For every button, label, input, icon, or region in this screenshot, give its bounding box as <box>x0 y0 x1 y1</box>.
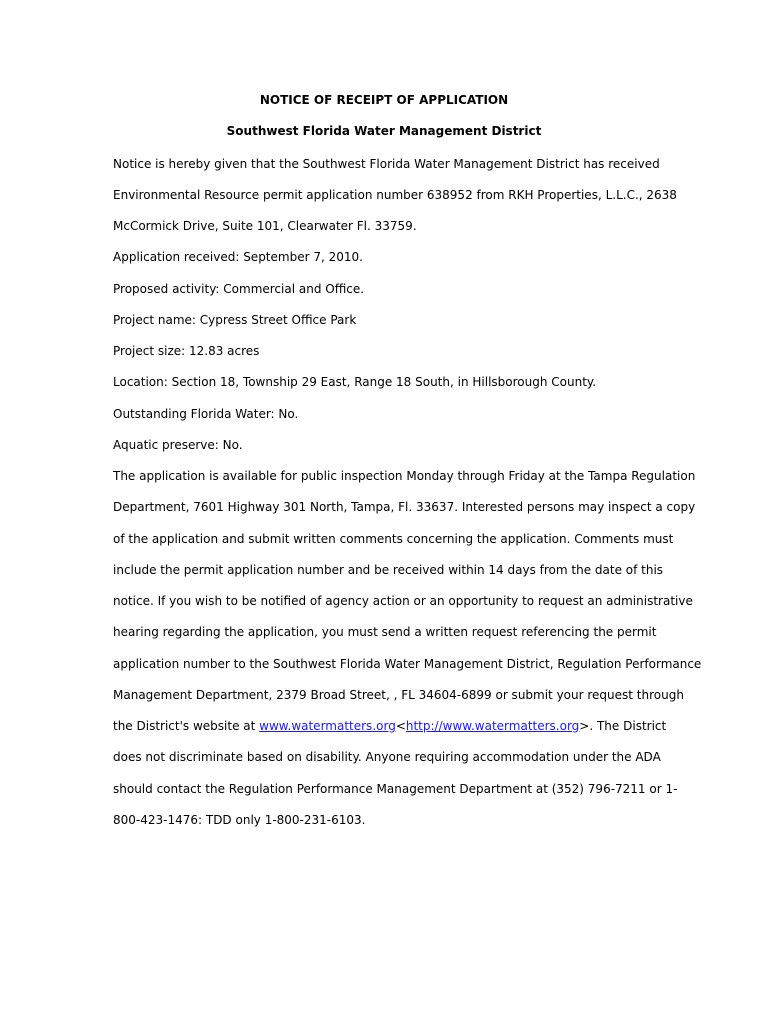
body-line: Department, 7601 Highway 301 North, Tampa, Fl. 33637. Interested persons may inspect a copy <box>113 500 696 514</box>
link-open-bracket: < <box>395 719 406 733</box>
body-line: notice. If you wish to be notified of agency action or an opportunity to request an administrative <box>113 594 693 608</box>
body-line: hearing regarding the application, you must send a written request referencing the permit <box>113 625 657 639</box>
watermatters-url-link[interactable]: http://www.watermatters.org <box>405 719 580 733</box>
aquatic-preserve: Aquatic preserve: No. <box>113 438 243 452</box>
website-suffix: >. The District <box>579 719 667 733</box>
document-subtitle: Southwest Florida Water Management District <box>226 124 542 138</box>
project-size: Project size: 12.83 acres <box>113 344 260 358</box>
closing-line: should contact the Regulation Performance Management Department at (352) 796-7211 or 1- <box>113 782 678 796</box>
website-prefix: the District's website at <box>113 719 260 733</box>
application-received: Application received: September 7, 2010. <box>113 250 363 264</box>
notice-line: Notice is hereby given that the Southwest Florida Water Management District has received <box>113 157 660 171</box>
body-line: The application is available for public inspection Monday through Friday at the Tampa Regulation <box>113 469 696 483</box>
watermatters-link[interactable]: www.watermatters.org <box>259 719 396 733</box>
body-line: include the permit application number and be received within 14 days from the date of this <box>113 563 664 577</box>
body-line: Management Department, 2379 Broad Street, , FL 34604-6899 or submit your request through <box>113 688 684 702</box>
website-line <box>113 719 666 734</box>
closing-line: does not discriminate based on disability. Anyone requiring accommodation under the ADA <box>113 750 661 764</box>
outstanding-florida-water: Outstanding Florida Water: No. <box>113 407 299 421</box>
notice-line: McCormick Drive, Suite 101, Clearwater Fl. 33759. <box>113 219 417 233</box>
proposed-activity: Proposed activity: Commercial and Office. <box>113 282 365 296</box>
project-name: Project name: Cypress Street Office Park <box>113 313 357 327</box>
body-line: of the application and submit written comments concerning the application. Comments must <box>113 532 674 546</box>
location: Location: Section 18, Township 29 East, Range 18 South, in Hillsborough County. <box>113 375 597 389</box>
closing-line: 800-423-1476: TDD only 1-800-231-6103. <box>113 813 366 827</box>
document-title: NOTICE OF RECEIPT OF APPLICATION <box>259 93 509 107</box>
notice-line: Environmental Resource permit application number 638952 from RKH Properties, L.L.C., 2638 <box>113 188 677 202</box>
body-line: application number to the Southwest Florida Water Management District, Regulation Performance <box>113 657 702 671</box>
